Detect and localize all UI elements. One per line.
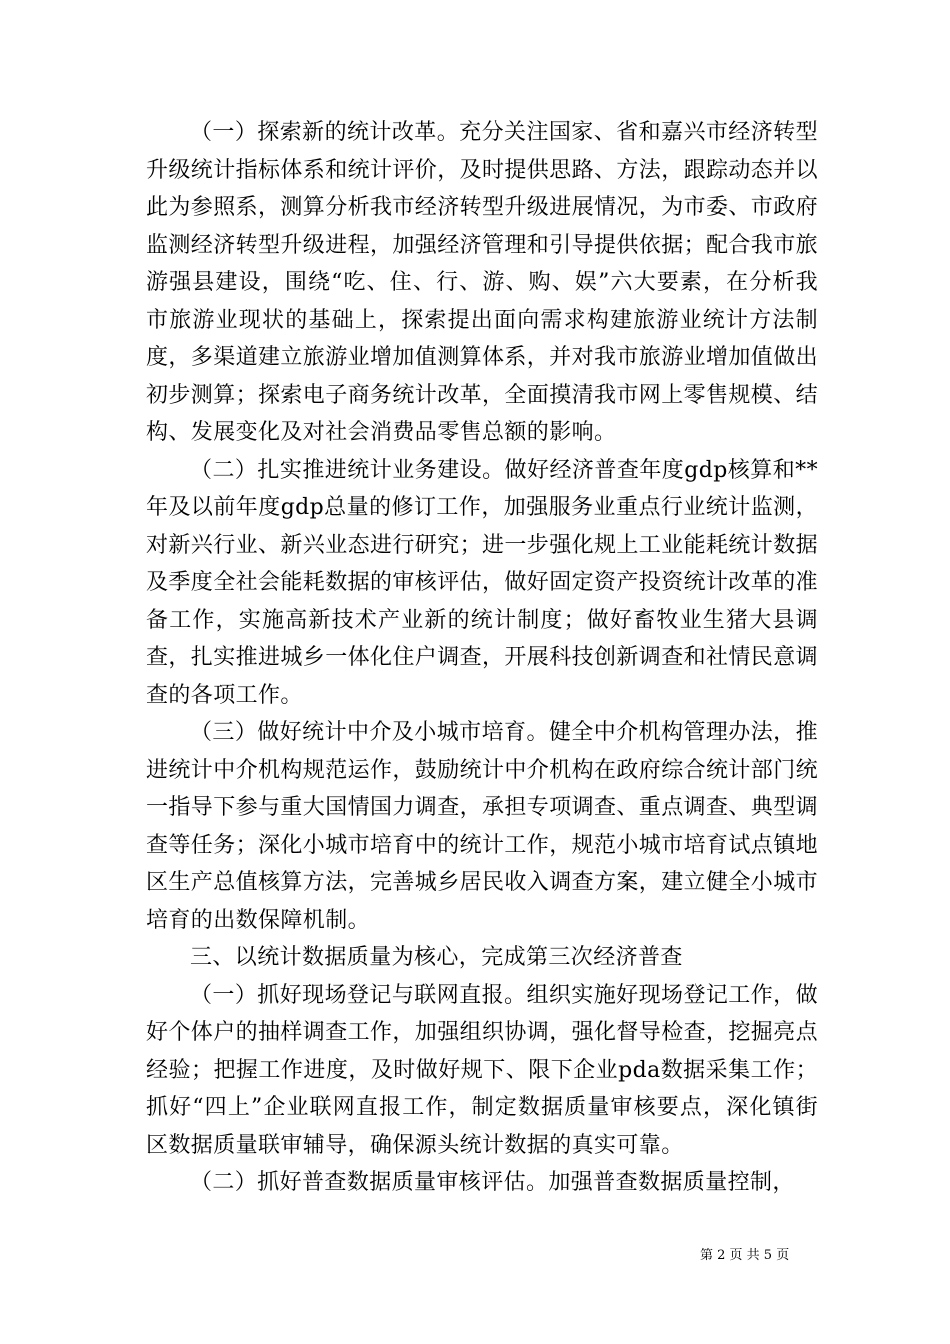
page-number-footer: 第 2 页 共 5 页 <box>700 1248 790 1263</box>
paragraph-statistical-reform: （一）探索新的统计改革。充分关注国家、省和嘉兴市经济转型升级统计指标体系和统计评价，及时提供思路、方法，跟踪动态并以此为参照系，测算分析我市经济转型升级进展情况，为市委、市政府监测经济转型升级进程，加强经济管理和引导提供依据；配合我市旅游强县建设，围绕“吃、住、行、游、购、娱”六大要素，在分析我市旅游业现状的基础上，探索提出面向需求构建旅游业统计方法制度，多渠道建立旅游业增加值测算体系，并对我市旅游业增加值做出初步测算；探索电子商务统计改革，全面摸清我市网上零售规模、结构、发展变化及对社会消费品零售总额的影响。 <box>146 120 819 445</box>
section-heading-economic-census: 三、以统计数据质量为核心，完成第三次经济普查 <box>190 945 683 970</box>
paragraph-statistical-business: （二）扎实推进统计业务建设。做好经济普查年度gdp核算和**年及以前年度gdp总量的修订工作，加强服务业重点行业统计监测，对新兴行业、新兴业态进行研究；进一步强化规上工业能耗统计数据及季度全社会能耗数据的审核评估，做好固定资产投资统计改革的准备工作，实施高新技术产业新的统计制度；做好畜牧业生猪大县调查，扎实推进城乡一体化住户调查，开展科技创新调查和社情民意调查的各项工作。 <box>146 457 819 708</box>
paragraph-field-registration: （一）抓好现场登记与联网直报。组织实施好现场登记工作，做好个体户的抽样调查工作，加强组织协调，强化督导检查，挖掘亮点经验；把握工作进度，及时做好规下、限下企业pda数据采集工作；抓好“四上”企业联网直报工作，制定数据质量审核要点，深化镇街区数据质量联审辅导，确保源头统计数据的真实可靠。 <box>146 982 819 1158</box>
paragraph-data-quality-review: （二）抓好普查数据质量审核评估。加强普查数据质量控制， <box>190 1170 795 1195</box>
document-body <box>146 114 818 1202</box>
paragraph-intermediary-small-city: （三）做好统计中介及小城市培育。健全中介机构管理办法，推进统计中介机构规范运作，鼓励统计中介机构在政府综合统计部门统一指导下参与重大国情国力调查，承担专项调查、重点调查、典型调查等任务；深化小城市培育中的统计工作，规范小城市培育试点镇地区生产总值核算方法，完善城乡居民收入调查方案，建立健全小城市培育的出数保障机制。 <box>146 720 819 933</box>
